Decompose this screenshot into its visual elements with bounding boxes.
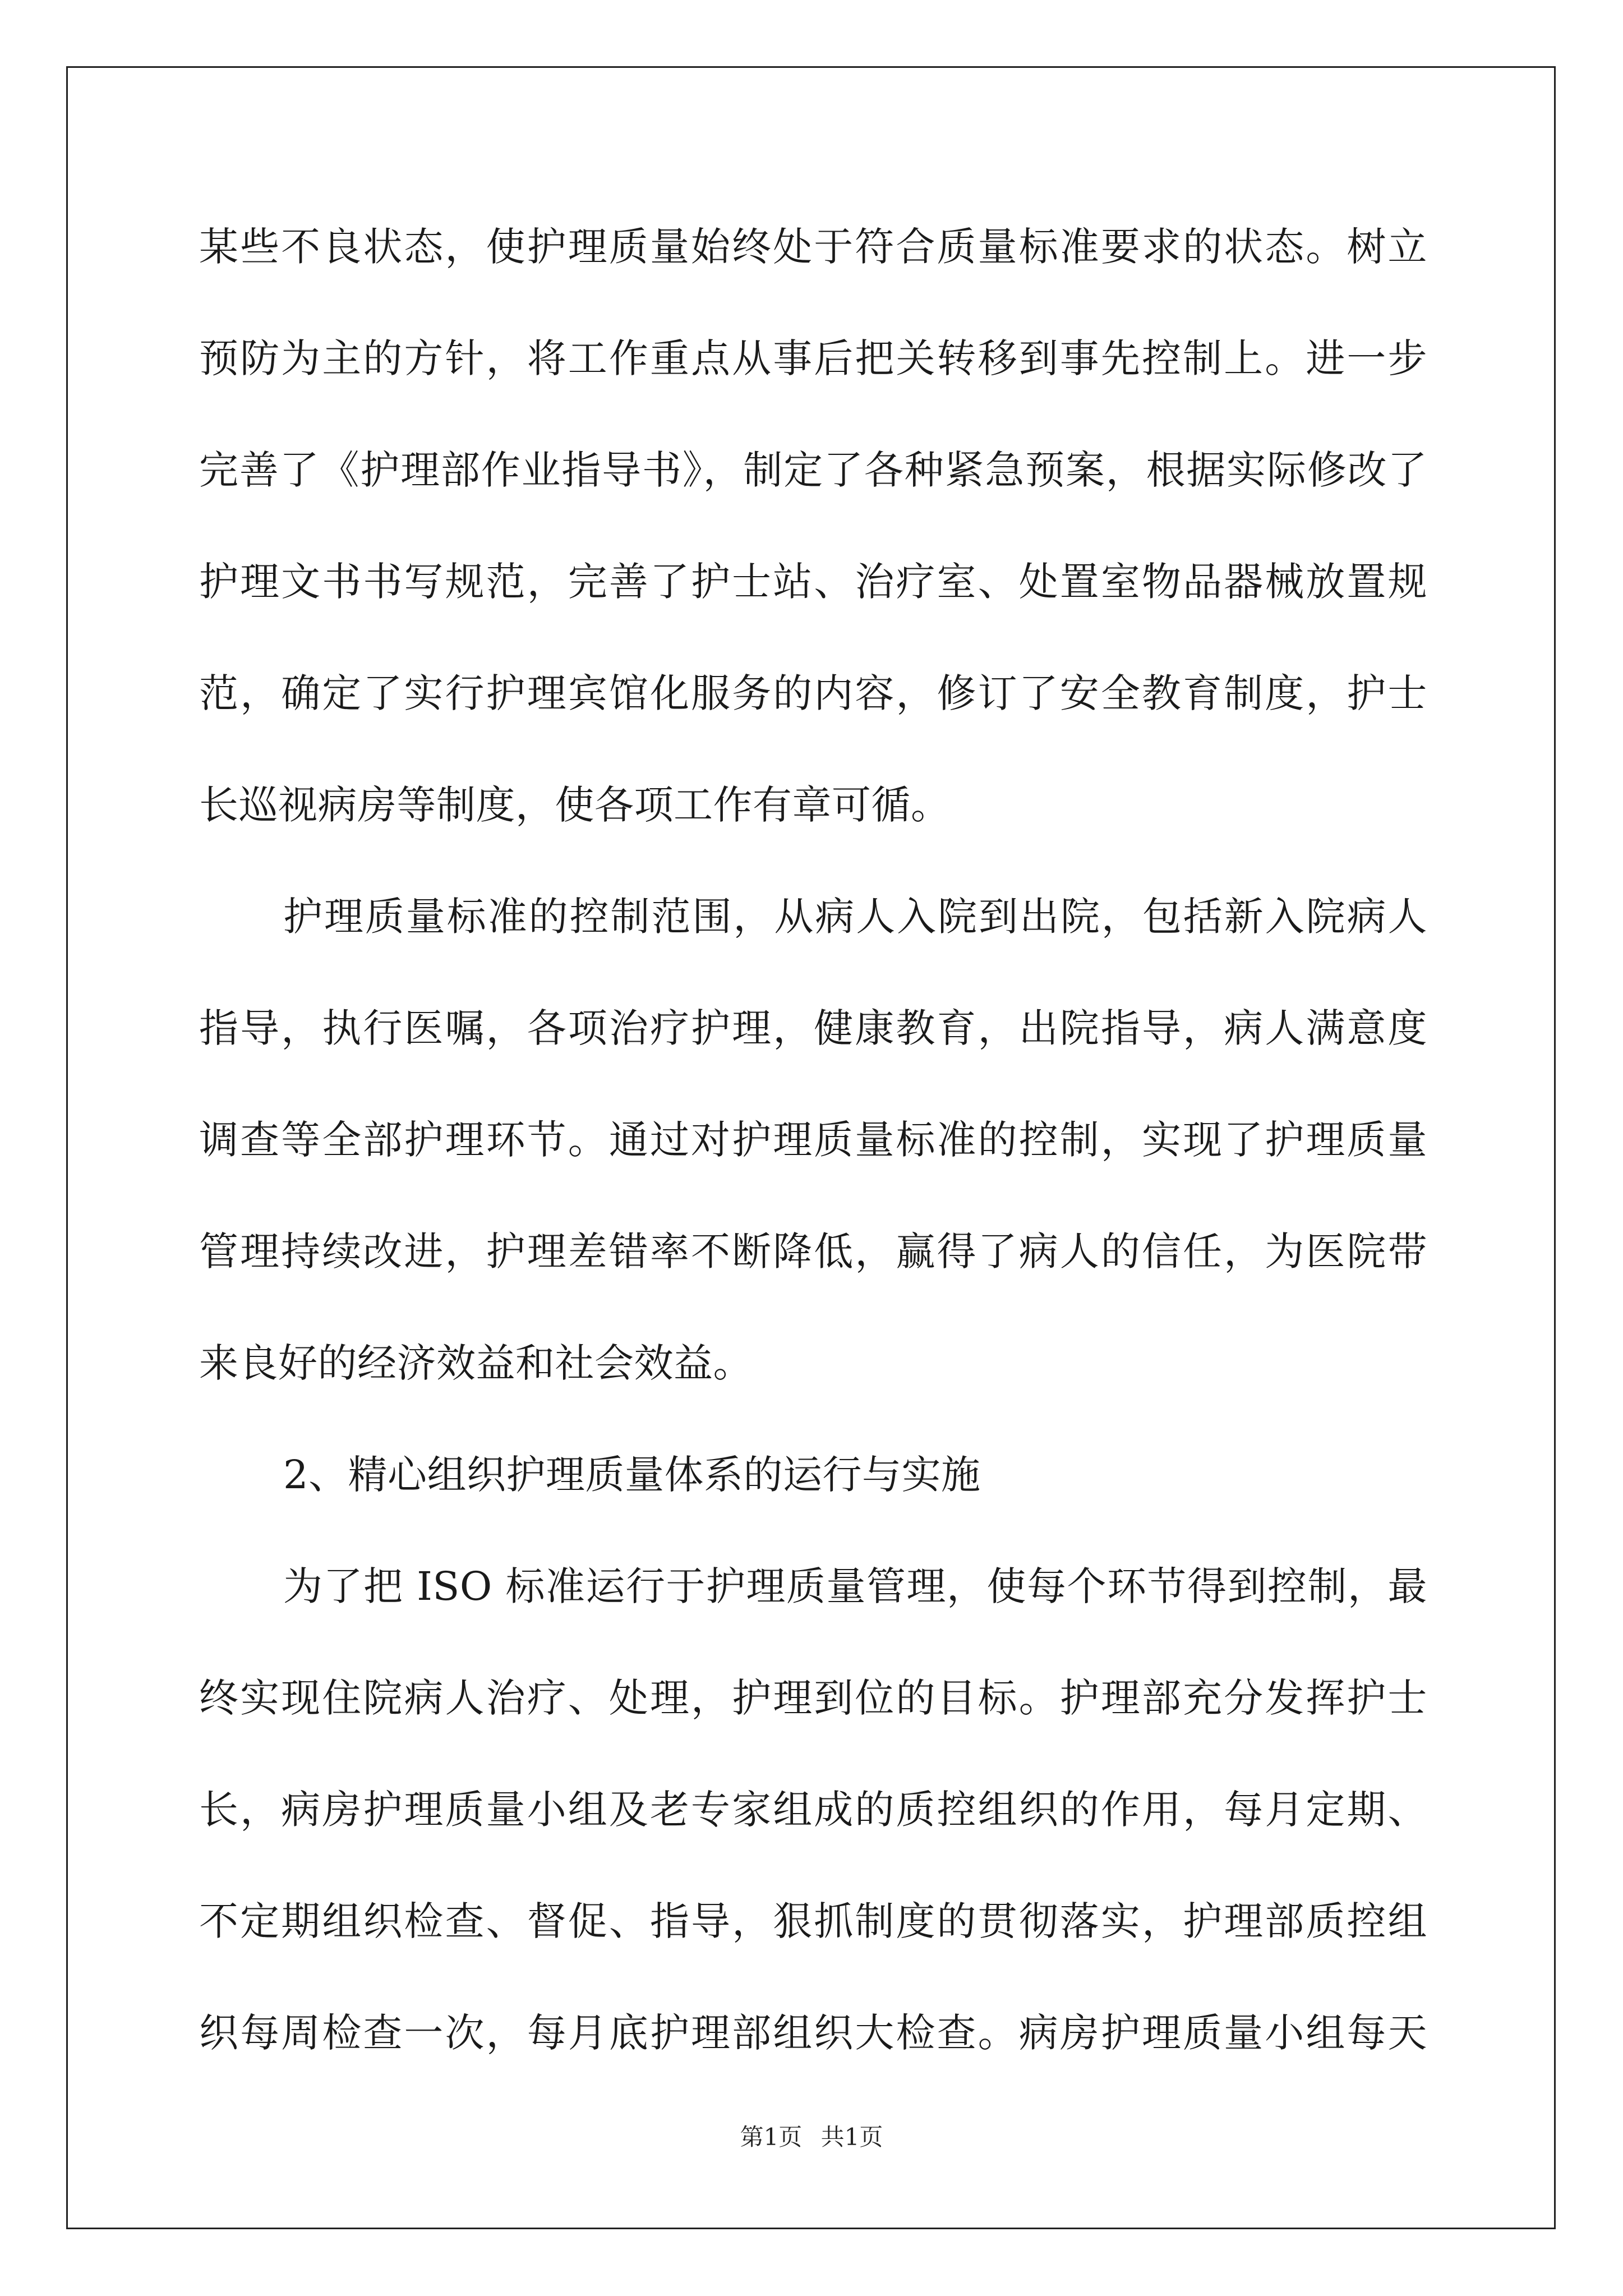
section-heading: 2、精心组织护理质量体系的运行与实施: [283, 1452, 981, 1498]
text-line: 长，病房护理质量小组及老专家组成的质控组织的作用，每月定期、: [199, 1787, 1427, 1833]
text-line: 调查等全部护理环节。通过对护理质量标准的控制，实现了护理质量: [199, 1117, 1427, 1163]
page-footer: [0, 2120, 1623, 2154]
text-line: 不定期组织检查、督促、指导，狠抓制度的贯彻落实，护理部质控组: [199, 1898, 1427, 1944]
text-line: 范，确定了实行护理宾馆化服务的内容，修订了安全教育制度，护士: [199, 670, 1427, 716]
text-line: 终实现住院病人治疗、处理，护理到位的目标。护理部充分发挥护士: [199, 1675, 1427, 1721]
text-line: 来良好的经济效益和社会效益。: [199, 1340, 753, 1386]
text-line: 长巡视病房等制度，使各项工作有章可循。: [199, 782, 951, 828]
text-line: 护理质量标准的控制范围，从病人入院到出院，包括新入院病人: [283, 894, 1427, 940]
text-line: 为了把 ISO 标准运行于护理质量管理，使每个环节得到控制，最: [283, 1563, 1427, 1609]
document-body: [199, 213, 1427, 2111]
text-line: 预防为主的方针，将工作重点从事后把关转移到事先控制上。进一步: [199, 335, 1427, 381]
page-total: 共1页: [820, 2123, 883, 2151]
text-line: 某些不良状态，使护理质量始终处于符合质量标准要求的状态。树立: [199, 224, 1427, 270]
text-line: 完善了《护理部作业指导书》，制定了各种紧急预案，根据实际修改了: [199, 447, 1427, 493]
text-line: 指导，执行医嘱，各项治疗护理，健康教育，出院指导，病人满意度: [199, 1005, 1427, 1051]
text-line: 织每周检查一次，每月底护理部组织大检查。病房护理质量小组每天: [199, 2010, 1427, 2056]
text-line: 管理持续改进，护理差错率不断降低，赢得了病人的信任，为医院带: [199, 1228, 1427, 1274]
page-number: 第1页: [740, 2123, 803, 2151]
text-line: 护理文书书写规范，完善了护士站、治疗室、处置室物品器械放置规: [199, 559, 1427, 605]
